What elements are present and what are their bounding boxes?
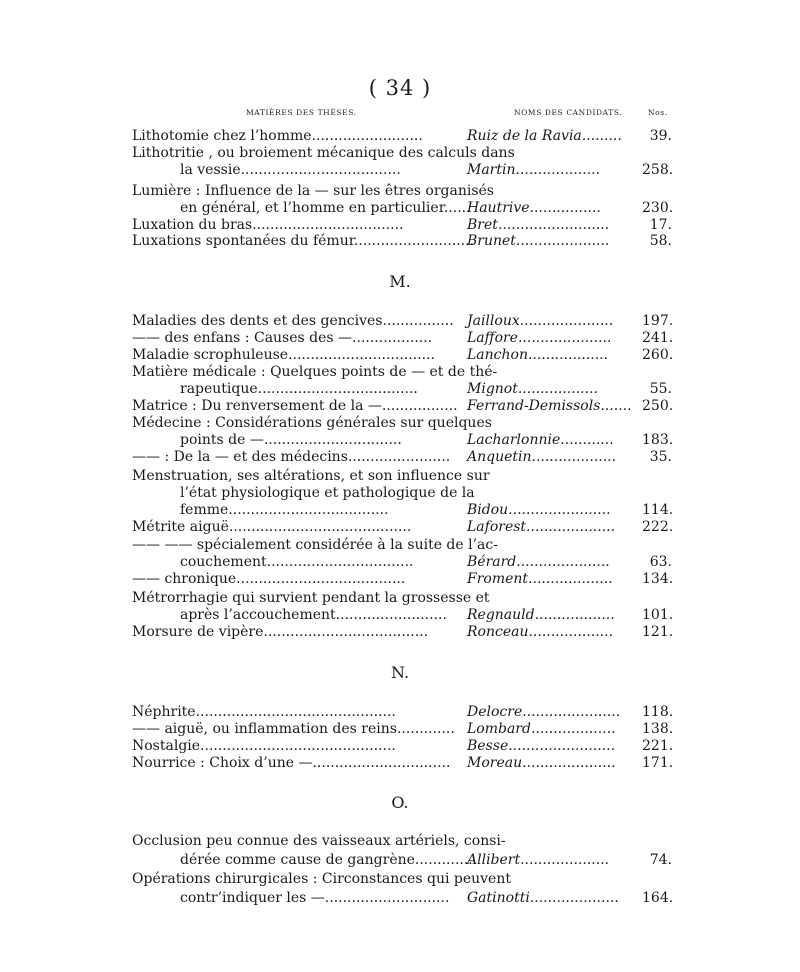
index-row [0,161,800,180]
entry-candidate: Lanchon.................. [467,347,609,363]
entry-subject: femme.................................... [180,502,389,518]
entry-subject: en général, et l’homme en particulier...... [180,200,471,216]
entry-subject: Métrite aiguë......................................... [132,519,412,535]
entry-candidate: Anquetin................... [467,449,617,465]
index-row [0,448,800,467]
entry-subject: la vessie.................................... [180,162,401,178]
entry-subject: points de —............................... [180,432,402,448]
entry-subject: Menstruation, ses altérations, et son influence sur [132,468,490,484]
entry-number: 55. [649,381,672,397]
entry-subject: Matière médicale : Quelques points de — et de thé- [132,364,498,380]
entry-subject: —— chronique...................................... [132,571,406,587]
index-row [0,870,800,889]
entry-candidate: Besse........................ [467,738,616,754]
entry-candidate: Delocre...................... [467,704,621,720]
index-row [0,851,800,870]
section-letter-o: O. [391,793,409,812]
entry-candidate: Brunet..................... [467,233,610,249]
entry-candidate: Laffore..................... [467,330,612,346]
header-subjects: MATIÈRES DES THÈSES. [246,108,357,117]
entry-subject: Néphrite............................................. [132,704,396,720]
entry-subject: Luxation du bras.................................. [132,217,404,233]
entry-number: 183. [642,432,674,448]
entry-number: 35. [649,449,672,465]
entry-number: 118. [642,704,674,720]
entry-number: 241. [642,330,674,346]
entry-subject: Nostalgie............................................ [132,738,396,754]
entry-candidate: Bidou....................... [467,502,611,518]
index-row [0,518,800,537]
entry-candidate: Bérard..................... [467,554,610,570]
entry-subject: —— —— spécialement considérée à la suite de l’ac- [132,537,498,553]
entry-number: 121. [642,624,674,640]
entry-subject: Maladie scrophuleuse................................. [132,347,435,363]
entry-number: 221. [642,738,674,754]
entry-subject: —— aiguë, ou inflammation des reins............. [132,721,455,737]
entry-number: 260. [642,347,674,363]
entry-candidate: Ferrand-Demissols....... [467,398,632,414]
entry-number: 230. [642,200,674,216]
entry-number: 164. [642,890,674,906]
entry-subject: Matrice : Du renversement de la —................. [132,398,458,414]
entry-number: 58. [649,233,672,249]
entry-number: 197. [642,313,674,329]
entry-subject: dérée comme cause de gangrène.............. [180,852,478,868]
section-letter-n: N. [390,663,410,682]
entry-subject: Métrorrhagie qui survient pendant la grossesse et [132,590,490,606]
entry-number: 258. [642,162,674,178]
entry-candidate: Allibert.................... [467,852,610,868]
entry-candidate: Hautrive................ [467,200,601,216]
entry-number: 250. [642,398,674,414]
index-row [0,832,800,851]
index-row [0,754,800,773]
entry-subject: Lithotritie , ou broiement mécanique des calculs dans [132,145,515,161]
entry-subject: Maladies des dents et des gencives................ [132,313,454,329]
entry-candidate: Ronceau................... [467,624,614,640]
entry-subject: contr’indiquer les —............................ [180,890,450,906]
entry-number: 17. [649,217,672,233]
index-row [0,570,800,589]
entry-candidate: Mignot.................. [467,381,598,397]
entry-number: 171. [642,755,674,771]
entry-candidate: Ruiz de la Ravia......... [467,128,622,144]
entry-candidate: Bret......................... [467,217,610,233]
entry-number: 101. [642,607,674,623]
entry-candidate: Regnauld.................. [467,607,615,623]
entry-number: 222. [642,519,674,535]
header-numbers: Nos. [648,108,668,117]
header-candidates: NOMS DES CANDIDATS. [514,108,623,117]
entry-subject: l’état physiologique et pathologique de la [180,485,475,501]
section-letter-m: M. [389,272,411,291]
index-row [0,623,800,642]
entry-subject: Lumière : Influence de la — sur les êtres organisés [132,183,494,199]
entry-subject: Occlusion peu connue des vaisseaux artériels, consi- [132,833,506,849]
entry-candidate: Martin................... [467,162,601,178]
entry-subject: Opérations chirurgicales : Circonstances qui peuvent [132,871,511,887]
entry-subject: Nourrice : Choix d’une —............................... [132,755,451,771]
entry-subject: après l’accouchement......................... [180,607,447,623]
index-row [0,232,800,251]
entry-candidate: Gatinotti.................... [467,890,619,906]
entry-number: 138. [642,721,674,737]
entry-number: 114. [642,502,674,518]
index-row [0,889,800,908]
entry-number: 39. [649,128,672,144]
entry-subject: rapeutique.................................... [180,381,418,397]
entry-number: 63. [649,554,672,570]
entry-subject: Morsure de vipère..................................... [132,624,429,640]
page-number: ( 34 ) [368,76,432,100]
entry-candidate: Lacharlonnie............ [467,432,614,448]
entry-number: 74. [649,852,672,868]
entry-number: 134. [642,571,674,587]
entry-candidate: Froment................... [467,571,613,587]
entry-subject: Lithotomie chez l’homme......................... [132,128,423,144]
entry-subject: couchement................................. [180,554,414,570]
entry-candidate: Moreau..................... [467,755,616,771]
entry-subject: —— des enfans : Causes des —.................. [132,330,433,346]
entry-subject: Luxations spontanées du fémur........................... [132,233,475,249]
entry-candidate: Laforest.................... [467,519,616,535]
entry-subject: —— : De la — et des médecins....................... [132,449,451,465]
entry-subject: Médecine : Considérations générales sur quelques [132,415,492,431]
entry-candidate: Lombard................... [467,721,616,737]
entry-candidate: Jailloux..................... [467,313,614,329]
